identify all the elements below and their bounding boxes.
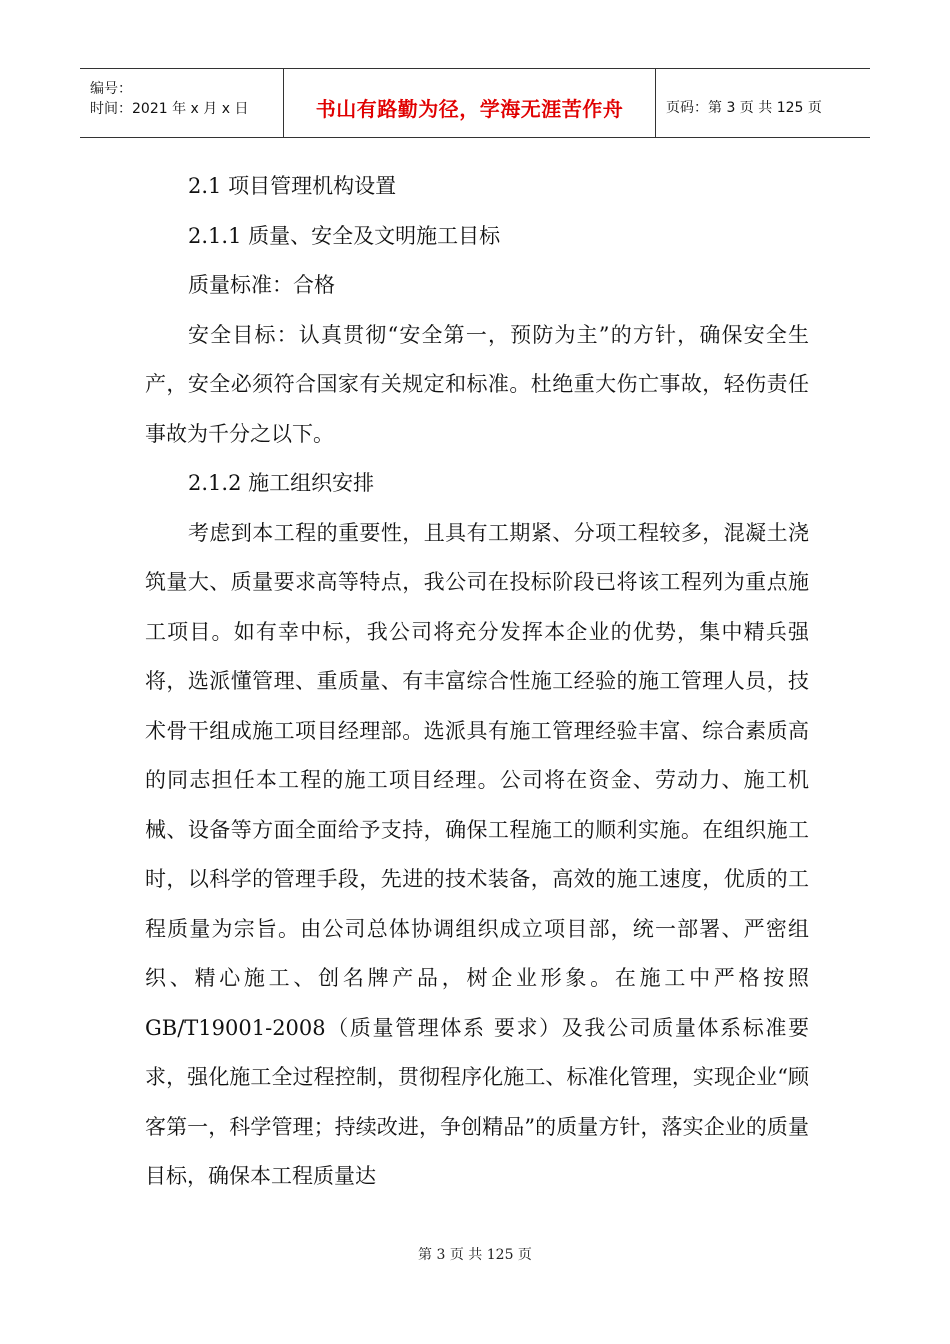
header-motto: 书山有路勤为径，学海无涯苦作舟 bbox=[315, 96, 624, 121]
header-meta bbox=[80, 69, 283, 137]
section-heading: 2.1 项目管理机构设置 bbox=[188, 174, 397, 198]
page-header bbox=[80, 68, 870, 138]
document-body bbox=[145, 162, 809, 1202]
subsection-heading: 2.1.2 施工组织安排 bbox=[188, 471, 375, 495]
paragraph: 质量标准：合格 bbox=[188, 273, 335, 297]
paragraph: 考虑到本工程的重要性，且具有工期紧、分项工程较多，混凝土浇筑量大、质量要求高等特点，我公司在投标阶段已将该工程列为重点施工项目。如有幸中标，我公司将充分发挥本企业的优势，集中精兵强将，选派懂管理、重质量、有丰富综合性施工经验的施工管理人员，技术骨干组成施工项目经理部。选派具有施工管理经验丰富、综合素质高的同志担任本工程的施工项目经理。公司将在资金、劳动力、施工机械、设备等方面全面给予支持，确保工程施工的顺利实施。在组织施工时，以科学的管理手段，先进的技术装备，高效的施工速度，优质的工程质量为宗旨。由公司总体协调组织成立项目部，统一部署、严密组织、精心施工、创名牌产品，树企业形象。在施工中严格按照 GB/T19001-2008（质量管理体系 要求）及我公司质量体系标准要求，强化施工全过程控制，贯彻程序化施工、标准化管理，实现企业“顾客第一，科学管理；持续改进，争创精品”的质量方针，落实企业的质量目标，确保本工程质量达 bbox=[145, 520, 809, 1188]
subsection-heading: 2.1.1 质量、安全及文明施工目标 bbox=[188, 223, 501, 248]
serial-number-label: 编号： bbox=[90, 81, 132, 97]
page-footer: 第 3 页 共 125 页 bbox=[418, 1247, 532, 1263]
header-page-info: 页码：第 3 页 共 125 页 bbox=[666, 100, 822, 116]
header-motto-cell bbox=[283, 69, 656, 137]
date-label: 时间：2021 年 x 月 x 日 bbox=[90, 101, 249, 117]
header-page-cell bbox=[656, 69, 870, 137]
paragraph: 安全目标：认真贯彻“安全第一，预防为主”的方针，确保安全生产，安全必须符合国家有关规定和标准。杜绝重大伤亡事故，轻伤责任事故为千分之以下。 bbox=[145, 322, 809, 446]
